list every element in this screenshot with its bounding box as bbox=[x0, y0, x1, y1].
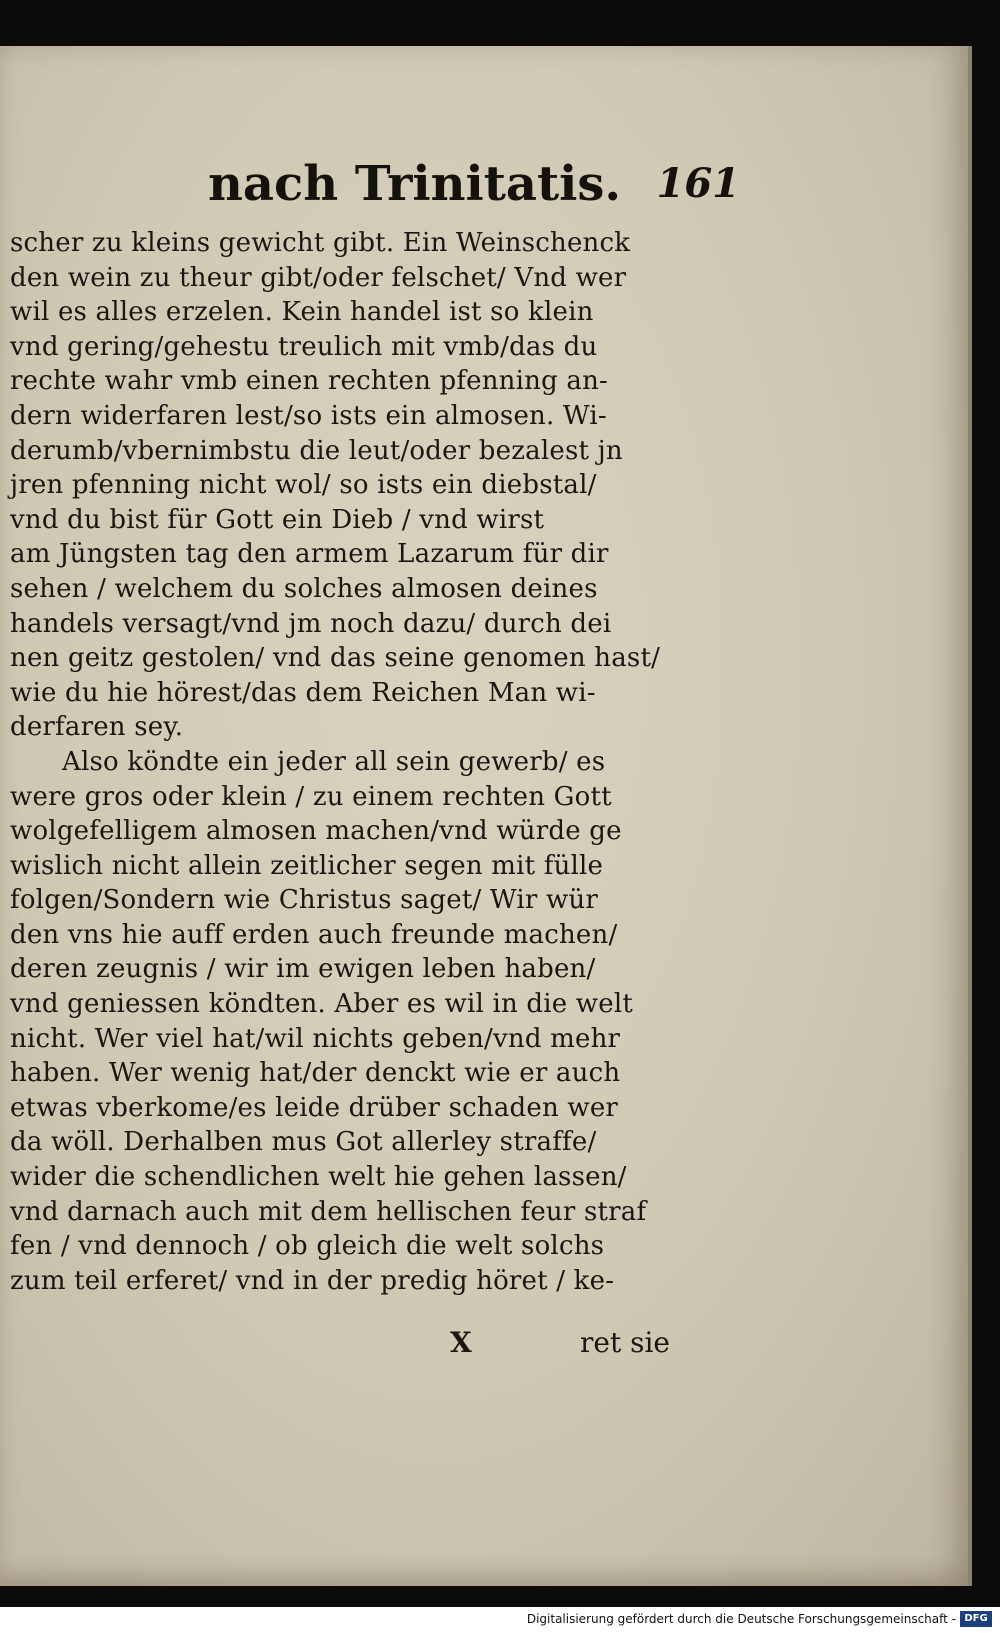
catchword-line bbox=[450, 1326, 710, 1366]
book-page bbox=[0, 46, 972, 1586]
text-line: nen geitz gestolen/ vnd das seine genomen hast/ bbox=[10, 643, 661, 674]
text-line: nicht. Wer viel hat/wil nichts geben/vnd mehr bbox=[10, 1023, 621, 1054]
text-line: wislich nicht allein zeitlicher segen mit fülle bbox=[10, 850, 604, 881]
text-line: zum teil erferet/ vnd in der predig höret / ke- bbox=[10, 1265, 615, 1296]
text-line: derumb/vbernimbstu die leut/oder bezalest jn bbox=[10, 435, 623, 466]
page-header bbox=[200, 156, 740, 226]
text-line: vnd geniessen köndten. Aber es wil in die welt bbox=[10, 989, 633, 1020]
text-line: were gros oder klein / zu einem rechten Gott bbox=[10, 781, 612, 812]
text-line: haben. Wer wenig hat/der denckt wie er auch bbox=[10, 1058, 621, 1089]
paragraph-start-line: Also köndte ein jeder all sein gewerb/ es bbox=[62, 746, 606, 777]
body-text bbox=[10, 226, 730, 1298]
dfg-logo: DFG bbox=[960, 1611, 992, 1627]
text-line: da wöll. Derhalben mus Got allerley straffe/ bbox=[10, 1127, 597, 1158]
text-line: derfaren sey. bbox=[10, 712, 184, 743]
folio-number: 161 bbox=[656, 160, 740, 207]
text-line: vnd gering/gehestu treulich mit vmb/das du bbox=[10, 331, 598, 362]
text-line: wie du hie hörest/das dem Reichen Man wi- bbox=[10, 677, 596, 708]
footer-bar bbox=[0, 1607, 1000, 1633]
text-line: vnd darnach auch mit dem hellischen feur straf bbox=[10, 1196, 647, 1227]
text-line: sehen / welchem du solches almosen deines bbox=[10, 573, 598, 604]
text-line: handels versagt/vnd jm noch dazu/ durch dei bbox=[10, 608, 612, 639]
text-line: jren pfenning nicht wol/ so ists ein diebstal/ bbox=[10, 470, 597, 501]
text-line: dern widerfaren lest/so ists ein almosen. Wi- bbox=[10, 400, 607, 431]
text-line: etwas vberkome/es leide drüber schaden wer bbox=[10, 1092, 619, 1123]
footer-credit: Digitalisierung gefördert durch die Deutsche Forschungsgemeinschaft - bbox=[526, 1612, 956, 1626]
catchword: ret sie bbox=[580, 1326, 671, 1359]
text-line: wil es alles erzelen. Kein handel ist so klein bbox=[10, 297, 594, 328]
running-title: nach Trinitatis. bbox=[208, 156, 622, 212]
text-line: den vns hie auff erden auch freunde machen/ bbox=[10, 919, 618, 950]
text-line: folgen/Sondern wie Christus saget/ Wir wür bbox=[10, 885, 599, 916]
signature-mark: X bbox=[450, 1326, 472, 1359]
text-line: wider die schendlichen welt hie gehen lassen/ bbox=[10, 1162, 627, 1193]
text-line: den wein zu theur gibt/oder felschet/ Vnd wer bbox=[10, 262, 627, 293]
text-line: am Jüngsten tag den armem Lazarum für dir bbox=[10, 539, 609, 570]
text-line: rechte wahr vmb einen rechten pfenning an- bbox=[10, 366, 609, 397]
text-line: vnd du bist für Gott ein Dieb / vnd wirst bbox=[10, 504, 545, 535]
text-line: scher zu kleins gewicht gibt. Ein Weinschenck bbox=[10, 228, 631, 258]
text-line: deren zeugnis / wir im ewigen leben haben/ bbox=[10, 954, 596, 985]
text-line: fen / vnd dennoch / ob gleich die welt solchs bbox=[10, 1231, 605, 1262]
text-line: wolgefelligem almosen machen/vnd würde ge bbox=[10, 816, 622, 847]
